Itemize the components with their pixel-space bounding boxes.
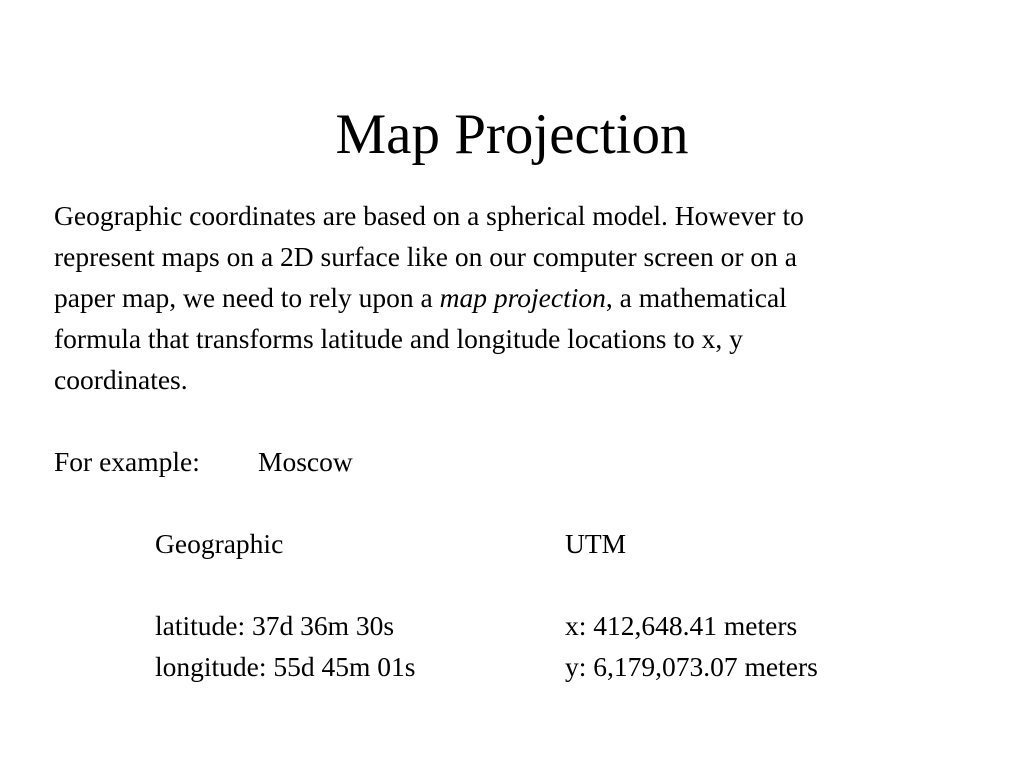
- slide-title: Map Projection: [335, 103, 689, 166]
- example-city: Moscow: [258, 446, 353, 477]
- map-projection-term: map projection: [439, 282, 606, 313]
- paragraph-line-4: formula that transforms latitude and longitude locations to x, y: [54, 323, 743, 354]
- paragraph-line-3: [54, 277, 1004, 318]
- paragraph-line-1: Geographic coordinates are based on a spherical model. However to: [54, 200, 804, 231]
- example-label: For example:: [54, 446, 200, 477]
- longitude-value: longitude: 55d 45m 01s: [155, 651, 416, 682]
- paragraph-line-3-end: , a mathematical: [605, 282, 787, 313]
- latitude-value: latitude: 37d 36m 30s: [155, 610, 395, 641]
- geographic-header: Geographic: [155, 528, 284, 559]
- utm-x-value: x: 412,648.41 meters: [565, 610, 798, 641]
- paragraph-line-2: represent maps on a 2D surface like on our computer screen or on a: [54, 241, 797, 272]
- paragraph-line-3-start: paper map, we need to rely upon a: [54, 282, 440, 313]
- utm-header: UTM: [565, 528, 627, 559]
- utm-y-value: y: 6,179,073.07 meters: [565, 651, 818, 682]
- intro-paragraph: [54, 195, 1004, 400]
- paragraph-line-5: coordinates.: [54, 364, 188, 395]
